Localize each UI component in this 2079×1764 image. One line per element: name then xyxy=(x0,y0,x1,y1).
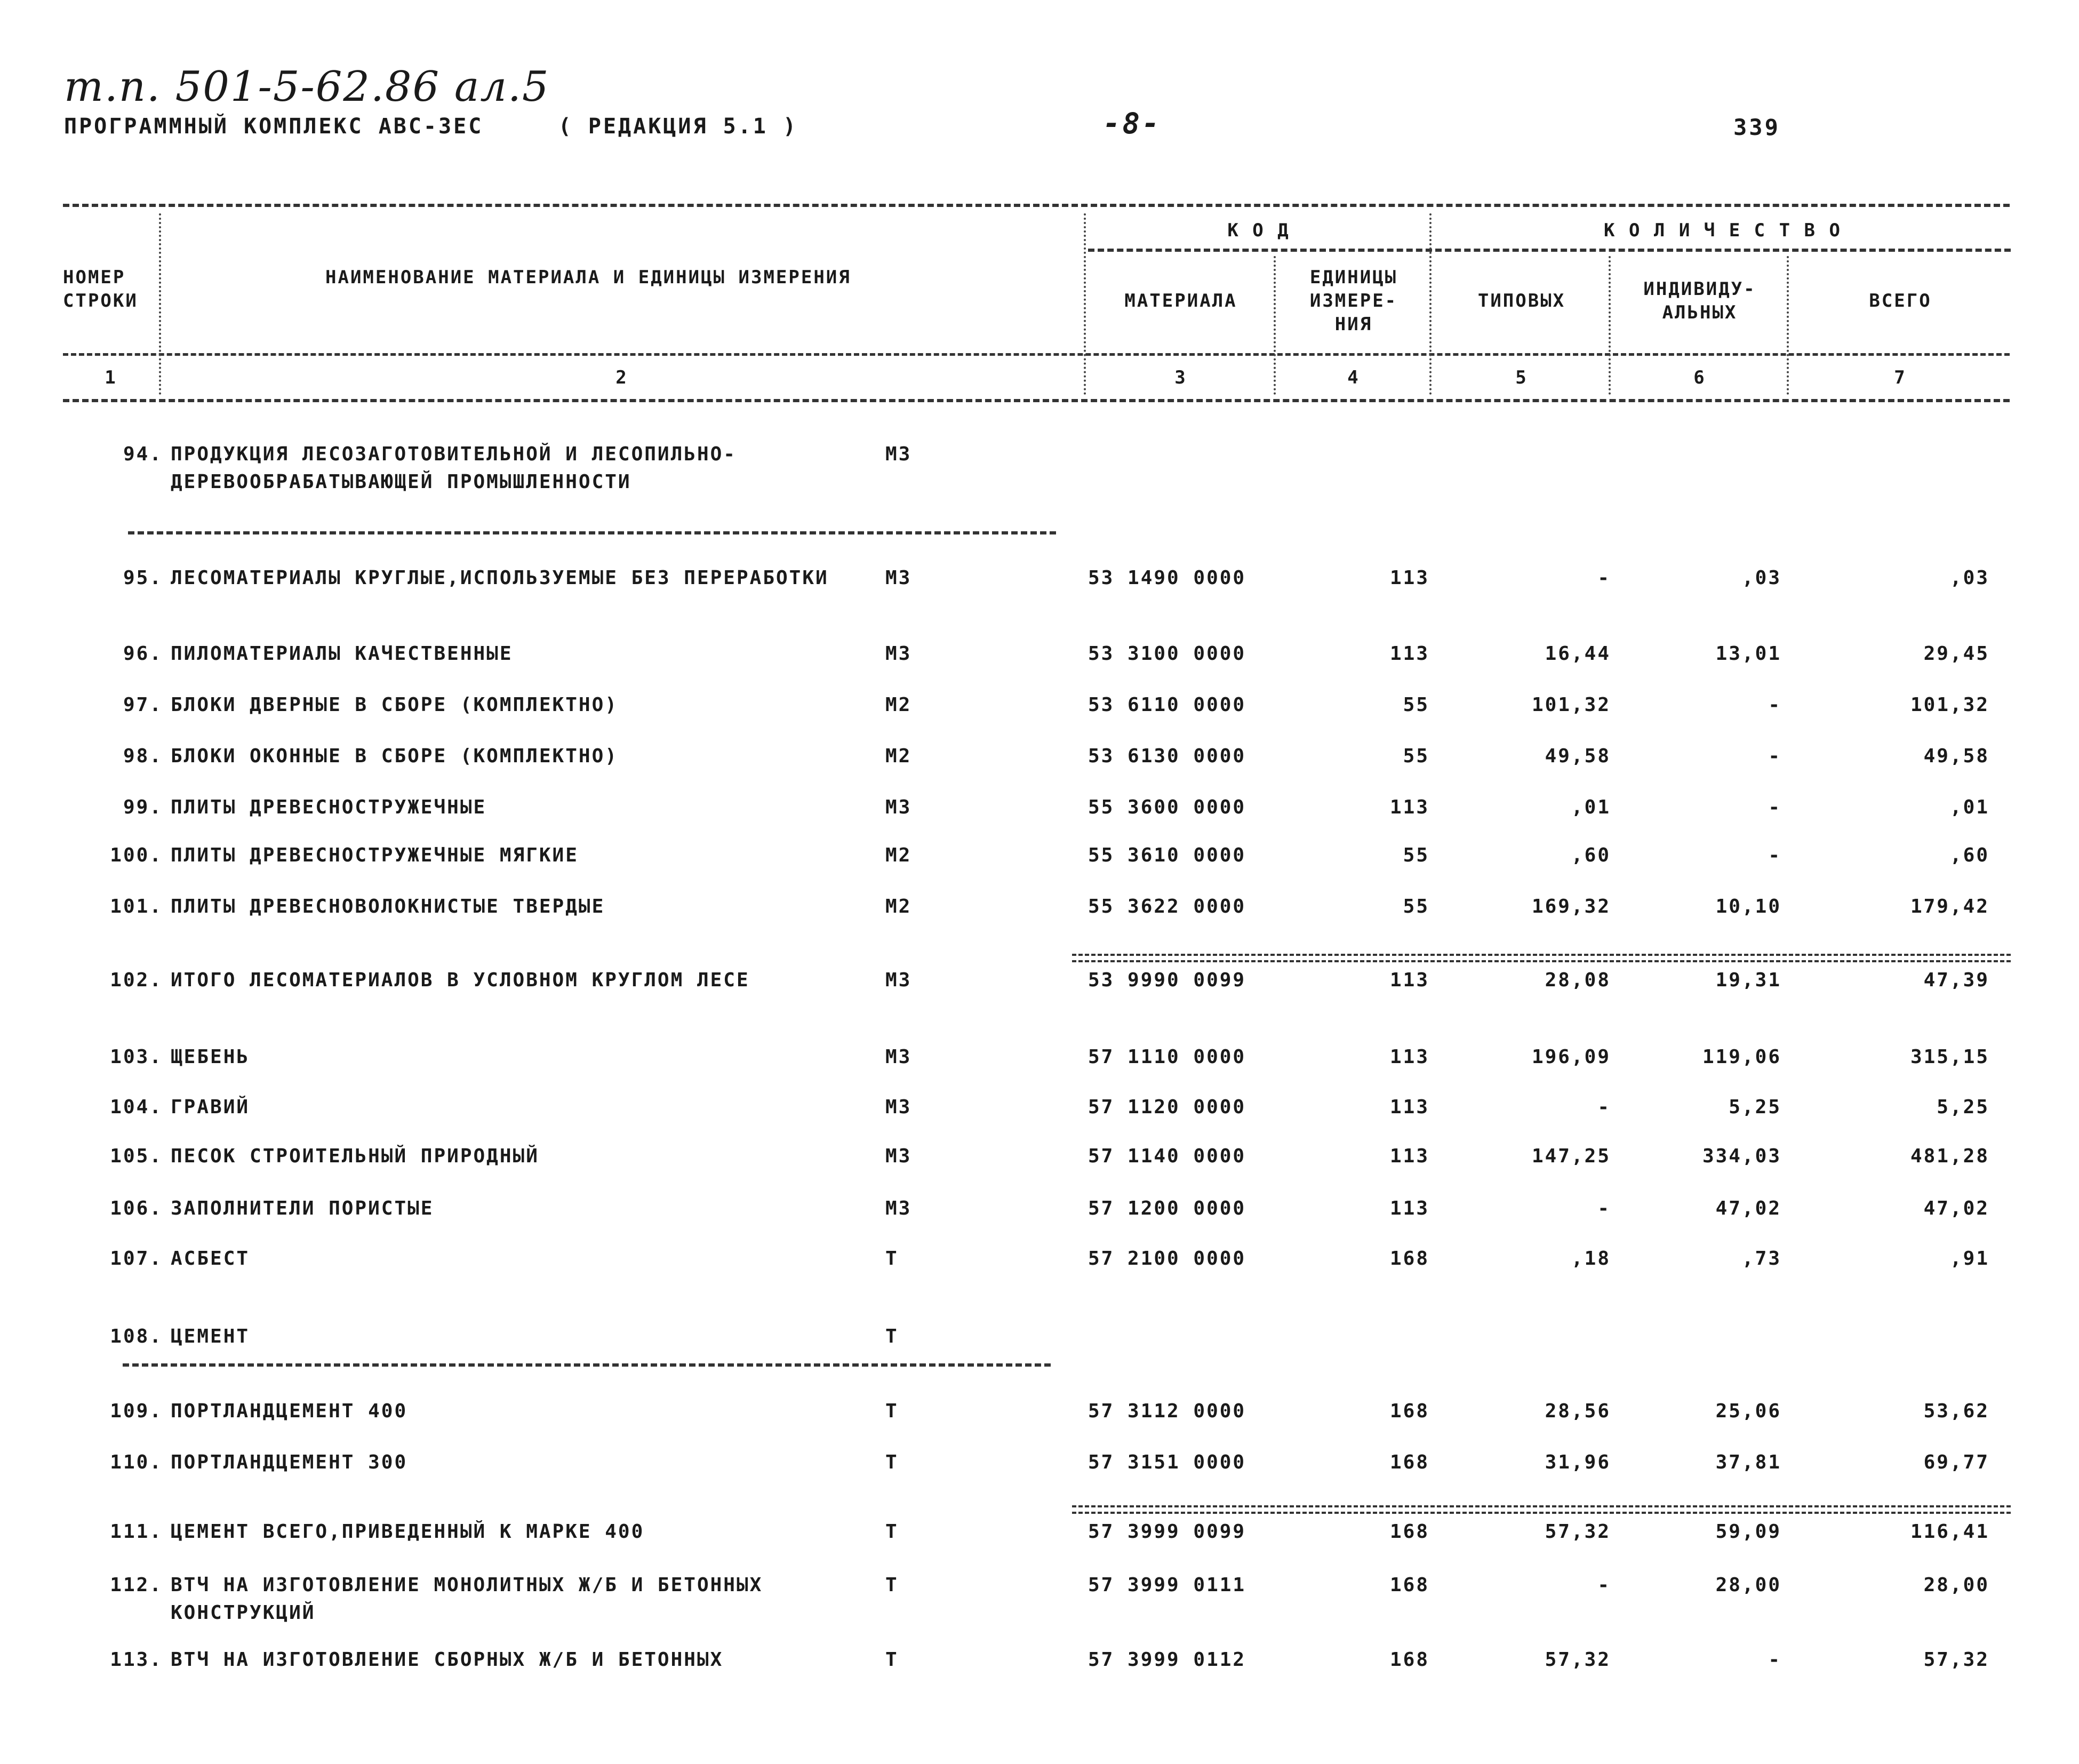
qty-typical: 101,32 xyxy=(1531,694,1611,716)
material-code: 57 1110 0000 xyxy=(1088,1046,1246,1068)
material-code: 53 6110 0000 xyxy=(1088,694,1246,716)
material-code: 57 1120 0000 xyxy=(1088,1096,1246,1118)
qty-individual: 13,01 xyxy=(1715,643,1781,665)
material-code: 53 6130 0000 xyxy=(1088,745,1246,767)
unit: Т xyxy=(885,1649,899,1671)
row-number: 109. xyxy=(110,1400,163,1422)
qty-individual: 59,09 xyxy=(1715,1521,1781,1543)
qty-total: 47,02 xyxy=(1923,1198,1989,1219)
row-number: 95. xyxy=(123,567,163,589)
qty-typical: 49,58 xyxy=(1545,745,1611,767)
unit: М3 xyxy=(885,1096,912,1118)
col-number-2: 2 xyxy=(615,367,628,388)
qty-typical: ,18 xyxy=(1571,1248,1611,1270)
material-name: БЛОКИ ОКОННЫЕ В СБОРЕ (КОМПЛЕКТНО) xyxy=(171,745,618,767)
material-name: ВТЧ НА ИЗГОТОВЛЕНИЕ СБОРНЫХ Ж/Б И БЕТОННЫХ xyxy=(171,1649,724,1671)
material-code: 57 1200 0000 xyxy=(1088,1198,1246,1219)
unit: М3 xyxy=(885,796,912,818)
qty-typical: 31,96 xyxy=(1545,1451,1611,1473)
unit: Т xyxy=(885,1400,899,1422)
material-name: ПЛИТЫ ДРЕВЕСНОСТРУЖЕЧНЫЕ xyxy=(171,796,487,818)
material-name: БЛОКИ ДВЕРНЫЕ В СБОРЕ (КОМПЛЕКТНО) xyxy=(171,694,618,716)
qty-typical: 57,32 xyxy=(1545,1649,1611,1671)
qty-total: 47,39 xyxy=(1923,969,1989,991)
material-name: ПЛИТЫ ДРЕВЕСНОСТРУЖЕЧНЫЕ МЯГКИЕ xyxy=(171,844,579,866)
unit-code: 168 xyxy=(1389,1574,1429,1596)
qty-total: 179,42 xyxy=(1910,896,1989,917)
program-edition: ( РЕДАКЦИЯ 5.1 ) xyxy=(558,114,798,139)
qty-typical: 169,32 xyxy=(1531,896,1611,917)
row-number: 98. xyxy=(123,745,163,767)
unit: М2 xyxy=(885,844,912,866)
qty-typical: 16,44 xyxy=(1545,643,1611,665)
material-name: ИТОГО ЛЕСОМАТЕРИАЛОВ В УСЛОВНОМ КРУГЛОМ ЛЕСЕ xyxy=(171,969,750,991)
unit: М3 xyxy=(885,567,912,589)
material-name: ЗАПОЛНИТЕЛИ ПОРИСТЫЕ xyxy=(171,1198,434,1219)
material-code: 55 3610 0000 xyxy=(1088,844,1246,866)
program-title xyxy=(64,114,798,139)
unit-code: 168 xyxy=(1389,1521,1429,1543)
qty-total: 315,15 xyxy=(1910,1046,1989,1068)
unit: М3 xyxy=(885,1198,912,1219)
material-name: ЛЕСОМАТЕРИАЛЫ КРУГЛЫЕ,ИСПОЛЬЗУЕМЫЕ БЕЗ ПЕРЕРАБОТКИ xyxy=(171,567,829,589)
unit-code: 55 xyxy=(1403,844,1429,866)
unit-code: 113 xyxy=(1389,1096,1429,1118)
qty-typical: - xyxy=(1597,1574,1611,1596)
qty-total: 57,32 xyxy=(1923,1649,1989,1671)
row-number: 102. xyxy=(110,969,163,991)
row-number: 111. xyxy=(110,1521,163,1543)
unit-code: 113 xyxy=(1389,643,1429,665)
unit: Т xyxy=(885,1574,899,1596)
material-code: 57 3999 0111 xyxy=(1088,1574,1246,1596)
unit-code: 168 xyxy=(1389,1248,1429,1270)
material-code: 57 1140 0000 xyxy=(1088,1145,1246,1167)
col-separator xyxy=(1787,256,1789,395)
qty-typical: 28,56 xyxy=(1545,1400,1611,1422)
material-code: 57 3999 0112 xyxy=(1088,1649,1246,1671)
qty-individual: 10,10 xyxy=(1715,896,1781,917)
handwritten-reference: т.п. 501-5-62.86 ал.5 xyxy=(64,63,550,111)
qty-total: 101,32 xyxy=(1910,694,1989,716)
qty-individual: 334,03 xyxy=(1702,1145,1781,1167)
material-name: ПРОДУКЦИЯ ЛЕСОЗАГОТОВИТЕЛЬНОЙ И ЛЕСОПИЛЬНО-ДЕРЕВООБРАБАТЫВАЮЩЕЙ ПРОМЫШЛЕННОСТИ xyxy=(171,443,737,493)
material-name: ПЛИТЫ ДРЕВЕСНОВОЛОКНИСТЫЕ ТВЕРДЫЕ xyxy=(171,896,605,917)
header-qty-individual: ИНДИВИДУ- АЛЬНЫХ xyxy=(1643,278,1756,323)
row-number: 105. xyxy=(110,1145,163,1167)
qty-individual: - xyxy=(1768,844,1781,866)
unit: Т xyxy=(885,1521,899,1543)
kod-qty-split-rule xyxy=(1088,249,2011,252)
unit: Т xyxy=(885,1326,899,1347)
qty-typical: 28,08 xyxy=(1545,969,1611,991)
unit-code: 113 xyxy=(1389,1145,1429,1167)
page-center-mark: -8- xyxy=(1103,107,1162,140)
qty-total: 49,58 xyxy=(1923,745,1989,767)
col-number-1: 1 xyxy=(105,367,117,388)
material-name: ПОРТЛАНДЦЕМЕНТ 400 xyxy=(171,1400,408,1422)
unit: М3 xyxy=(885,1046,912,1068)
row-number: 110. xyxy=(110,1451,163,1473)
qty-total: ,60 xyxy=(1949,844,1989,866)
unit: М2 xyxy=(885,745,912,767)
header-qty-typical: ТИПОВЫХ xyxy=(1477,290,1566,312)
header-row-number: НОМЕР СТРОКИ xyxy=(63,267,138,312)
qty-individual: 19,31 xyxy=(1715,969,1781,991)
qty-individual: - xyxy=(1768,694,1781,716)
qty-typical: - xyxy=(1597,1198,1611,1219)
row-number: 100. xyxy=(110,844,163,866)
qty-individual: - xyxy=(1768,745,1781,767)
unit: Т xyxy=(885,1248,899,1270)
material-code: 57 2100 0000 xyxy=(1088,1248,1246,1270)
col-number-7: 7 xyxy=(1894,367,1907,388)
material-name: АСБЕСТ xyxy=(171,1248,250,1270)
unit: М2 xyxy=(885,896,912,917)
page-number: 339 xyxy=(1733,114,1780,140)
material-code: 55 3600 0000 xyxy=(1088,796,1246,818)
group-underline xyxy=(123,1363,1051,1367)
group-underline xyxy=(128,531,1056,534)
material-code: 55 3622 0000 xyxy=(1088,896,1246,917)
header-kod: К О Д xyxy=(1227,220,1290,241)
row-number: 107. xyxy=(110,1248,163,1270)
header-kod-unit: ЕДИНИЦЫ ИЗМЕРЕ- НИЯ xyxy=(1309,267,1398,335)
header-name: НАИМЕНОВАНИЕ МАТЕРИАЛА И ЕДИНИЦЫ ИЗМЕРЕНИЯ xyxy=(325,267,851,288)
qty-total: ,01 xyxy=(1949,796,1989,818)
row-number: 108. xyxy=(110,1326,163,1347)
qty-total: ,91 xyxy=(1949,1248,1989,1270)
header-bottom-rule xyxy=(63,353,2010,356)
qty-typical: 196,09 xyxy=(1531,1046,1611,1068)
unit-code: 113 xyxy=(1389,969,1429,991)
col-number-5: 5 xyxy=(1515,367,1528,388)
qty-individual: 47,02 xyxy=(1715,1198,1781,1219)
material-name: ПЕСОК СТРОИТЕЛЬНЫЙ ПРИРОДНЫЙ xyxy=(171,1145,539,1167)
qty-total: ,03 xyxy=(1949,567,1989,589)
unit-code: 113 xyxy=(1389,1198,1429,1219)
qty-typical: 57,32 xyxy=(1545,1521,1611,1543)
row-number: 113. xyxy=(110,1649,163,1671)
qty-typical: - xyxy=(1597,1096,1611,1118)
qty-individual: 37,81 xyxy=(1715,1451,1781,1473)
qty-individual: 5,25 xyxy=(1729,1096,1781,1118)
material-code: 53 3100 0000 xyxy=(1088,643,1246,665)
material-name: ПИЛОМАТЕРИАЛЫ КАЧЕСТВЕННЫЕ xyxy=(171,643,513,665)
material-code: 57 3151 0000 xyxy=(1088,1451,1246,1473)
material-name: ЦЕМЕНТ xyxy=(171,1326,250,1347)
qty-total: 29,45 xyxy=(1923,643,1989,665)
row-number: 96. xyxy=(123,643,163,665)
row-number: 101. xyxy=(110,896,163,917)
col-separator xyxy=(1274,256,1276,395)
row-number: 112. xyxy=(110,1574,163,1596)
material-code: 53 1490 0000 xyxy=(1088,567,1246,589)
material-name: ЦЕМЕНТ ВСЕГО,ПРИВЕДЕННЫЙ К МАРКЕ 400 xyxy=(171,1521,645,1543)
col-number-4: 4 xyxy=(1347,367,1360,388)
unit-code: 113 xyxy=(1389,796,1429,818)
unit: М3 xyxy=(885,643,912,665)
unit-code: 168 xyxy=(1389,1400,1429,1422)
qty-individual: 25,06 xyxy=(1715,1400,1781,1422)
header-qty-total: ВСЕГО xyxy=(1869,290,1932,312)
colnum-bottom-rule xyxy=(63,399,2010,402)
material-name: ПОРТЛАНДЦЕМЕНТ 300 xyxy=(171,1451,408,1473)
unit: Т xyxy=(885,1451,899,1473)
qty-typical: ,01 xyxy=(1571,796,1611,818)
qty-individual: ,03 xyxy=(1741,567,1781,589)
unit-code: 55 xyxy=(1403,896,1429,917)
qty-individual: ,73 xyxy=(1741,1248,1781,1270)
row-number: 106. xyxy=(110,1198,163,1219)
qty-individual: 28,00 xyxy=(1715,1574,1781,1596)
col-number-6: 6 xyxy=(1693,367,1706,388)
row-number: 103. xyxy=(110,1046,163,1068)
unit-code: 55 xyxy=(1403,694,1429,716)
row-number: 99. xyxy=(123,796,163,818)
col-separator xyxy=(1609,256,1611,395)
col-number-3: 3 xyxy=(1174,367,1187,388)
table-top-rule xyxy=(63,204,2010,207)
material-code: 53 9990 0099 xyxy=(1088,969,1246,991)
header-quantity: К О Л И Ч Е С Т В О xyxy=(1604,220,1842,241)
header-kod-material: МАТЕРИАЛА xyxy=(1124,290,1237,312)
qty-total: 53,62 xyxy=(1923,1400,1989,1422)
row-number: 97. xyxy=(123,694,163,716)
subtotal-rule xyxy=(1072,954,2011,962)
material-name: ВТЧ НА ИЗГОТОВЛЕНИЕ МОНОЛИТНЫХ Ж/Б И БЕТОННЫХ КОНСТРУКЦИЙ xyxy=(171,1574,763,1624)
unit-code: 113 xyxy=(1389,1046,1429,1068)
program-name: ПРОГРАММНЫЙ КОМПЛЕКС АВС-ЗЕС xyxy=(64,114,484,139)
unit-code: 168 xyxy=(1389,1451,1429,1473)
qty-typical: ,60 xyxy=(1571,844,1611,866)
material-name: ЩЕБЕНЬ xyxy=(171,1046,250,1068)
qty-total: 481,28 xyxy=(1910,1145,1989,1167)
col-separator xyxy=(1429,213,1432,395)
qty-typical: 147,25 xyxy=(1531,1145,1611,1167)
unit-code: 113 xyxy=(1389,567,1429,589)
qty-total: 5,25 xyxy=(1937,1096,1989,1118)
qty-individual: - xyxy=(1768,796,1781,818)
qty-typical: - xyxy=(1597,567,1611,589)
qty-individual: - xyxy=(1768,1649,1781,1671)
qty-total: 69,77 xyxy=(1923,1451,1989,1473)
material-name: ГРАВИЙ xyxy=(171,1096,250,1118)
material-code: 57 3112 0000 xyxy=(1088,1400,1246,1422)
subtotal-rule xyxy=(1072,1505,2011,1514)
qty-total: 28,00 xyxy=(1923,1574,1989,1596)
row-number: 94. xyxy=(123,443,163,465)
material-code: 57 3999 0099 xyxy=(1088,1521,1246,1543)
unit-code: 168 xyxy=(1389,1649,1429,1671)
unit: М3 xyxy=(885,443,912,465)
qty-individual: 119,06 xyxy=(1702,1046,1781,1068)
unit: М3 xyxy=(885,969,912,991)
col-separator xyxy=(1084,213,1086,395)
qty-total: 116,41 xyxy=(1910,1521,1989,1543)
unit: М3 xyxy=(885,1145,912,1167)
unit: М2 xyxy=(885,694,912,716)
unit-code: 55 xyxy=(1403,745,1429,767)
row-number: 104. xyxy=(110,1096,163,1118)
